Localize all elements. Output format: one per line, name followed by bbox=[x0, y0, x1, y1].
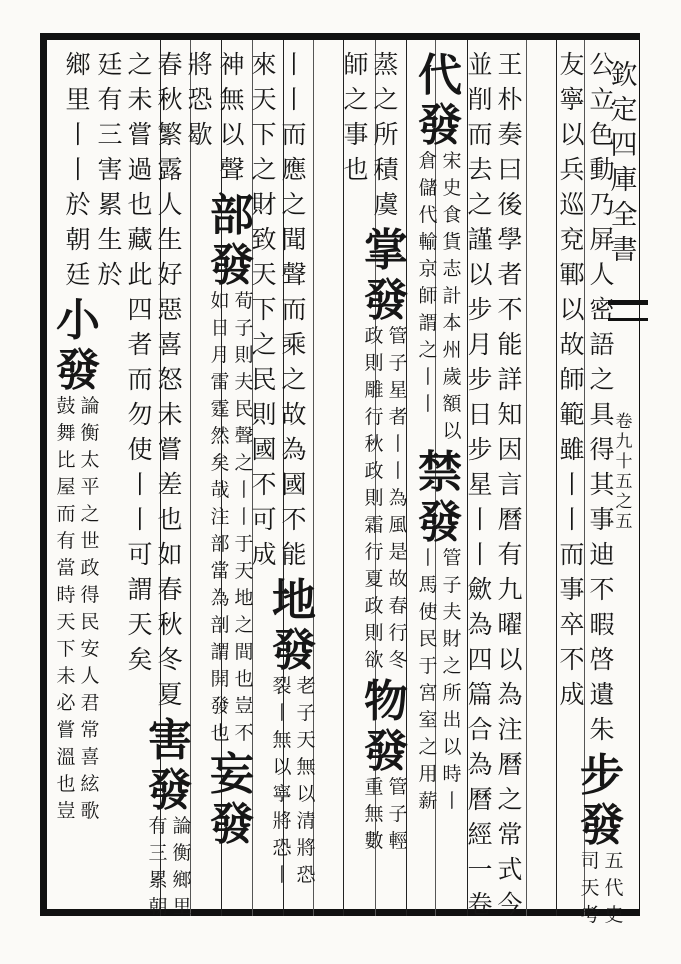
annotation-right: 老 子 天 無 以 清 將 恐 bbox=[296, 675, 316, 886]
main-text: 鄉 里 丨 丨 於 朝 廷 bbox=[65, 50, 91, 289]
headword: 發 bbox=[210, 240, 254, 291]
annotation bbox=[271, 677, 317, 893]
annotation-right: 荀 子 則 夫 民 聲 之 丨 丨 于 天 地 之 間 也 豈 不 bbox=[234, 290, 254, 744]
headword: 發 bbox=[364, 726, 408, 777]
annotation-left: 有 三 累 朝 bbox=[148, 815, 168, 918]
headword: 步 bbox=[580, 750, 624, 801]
volume-label: 卷 九 十 五 之 五 bbox=[615, 412, 633, 532]
annotation-right: 論 衡 太 平 之 世 政 得 民 安 人 君 常 喜 絃 歌 bbox=[80, 395, 100, 822]
annotation bbox=[417, 152, 463, 449]
annotation-left: 司 天 考 bbox=[580, 850, 600, 926]
annotation-left: 倉 儲 代 輸 京 師 謂 之 丨 丨 bbox=[418, 150, 438, 415]
text-column bbox=[542, 52, 602, 717]
headword: 害 bbox=[148, 715, 192, 766]
main-text: 蒸 之 所 積 虞 bbox=[373, 50, 399, 219]
main-text: 來 天 下 之 財 致 天 下 之 民 則 國 不 可 成 bbox=[251, 50, 277, 569]
annotation-right: 論 衡 鄉 里 bbox=[172, 815, 192, 918]
text-column bbox=[410, 52, 470, 819]
annotation-left: 丨 馬 使 民 于 宮 室 之 用 薪 bbox=[418, 547, 438, 812]
main-text: 廷 有 三 害 累 生 於 bbox=[97, 50, 123, 289]
text-column bbox=[202, 52, 262, 851]
annotation-left: 重 無 數 bbox=[364, 776, 384, 852]
headword: 部 bbox=[210, 190, 254, 241]
annotation-left: 裂 丨 無 以 寧 將 恐 丨 bbox=[272, 675, 292, 886]
main-text: 王 朴 奏 曰 後 學 者 不 能 詳 知 因 言 曆 有 九 曜 以 為 注 曆 之 常 式 今 bbox=[497, 50, 523, 919]
annotation-left: 政 則 雕 行 秋 政 則 霜 行 夏 政 則 欲 bbox=[364, 325, 384, 671]
annotation bbox=[579, 852, 625, 933]
annotation bbox=[417, 549, 463, 819]
headword: 發 bbox=[418, 497, 462, 548]
headword: 發 bbox=[210, 799, 254, 850]
headword: 發 bbox=[364, 275, 408, 326]
headword: 掌 bbox=[364, 225, 408, 276]
main-text: 之 未 嘗 過 也 藏 此 四 者 而 勿 使 丨 丨 可 謂 天 矣 bbox=[127, 50, 153, 674]
main-text: 公 立 色 動 乃 屏 人 密 語 之 具 得 其 事 迪 不 暇 啓 遺 朱 bbox=[589, 50, 615, 744]
annotation-right: 管 子 夫 財 之 所 出 以 時 丨 bbox=[442, 547, 462, 812]
main-text: 並 削 而 去 之 謹 以 步 月 步 日 步 星 丨 丨 歛 為 四 篇 合 為 曆 經 一 卷 bbox=[467, 50, 493, 919]
annotation bbox=[55, 397, 101, 829]
headword: 代 bbox=[418, 50, 462, 101]
headword: 發 bbox=[148, 765, 192, 816]
main-text: 春 秋 繁 露 人 生 好 惡 喜 怒 未 嘗 差 也 如 春 秋 冬 夏 bbox=[157, 50, 183, 709]
headword: 妄 bbox=[210, 749, 254, 800]
headword: 物 bbox=[364, 676, 408, 727]
headword: 發 bbox=[418, 100, 462, 151]
annotation bbox=[363, 327, 409, 678]
headword: 地 bbox=[272, 575, 316, 626]
headword: 發 bbox=[272, 625, 316, 676]
main-text: 神 無 以 聲 bbox=[219, 50, 245, 184]
main-text: 友 寧 以 兵 巡 兗 鄆 以 故 師 範 雖 丨 丨 而 事 卒 不 成 bbox=[559, 50, 585, 709]
headword: 發 bbox=[56, 345, 100, 396]
annotation bbox=[209, 292, 255, 751]
headword: 禁 bbox=[418, 447, 462, 498]
main-text: 師 之 事 也 bbox=[343, 50, 369, 184]
annotation bbox=[147, 817, 193, 925]
headword: 小 bbox=[56, 295, 100, 346]
text-column bbox=[48, 52, 108, 829]
annotation bbox=[363, 778, 409, 859]
annotation-left: 鼓 舞 比 屋 而 有 當 時 天 下 未 必 嘗 溫 也 豈 bbox=[56, 395, 76, 822]
annotation-right: 管 子 輕 bbox=[388, 776, 408, 852]
headword: 發 bbox=[580, 800, 624, 851]
annotation-right: 管 子 星 者 丨 丨 為 風 是 故 春 行 冬 bbox=[388, 325, 408, 671]
main-text: 丨 丨 而 應 之 聞 聲 而 乘 之 故 為 國 不 能 bbox=[281, 50, 307, 569]
text-column bbox=[326, 52, 386, 192]
book-title: 欽 定 四 庫 全 書 bbox=[610, 60, 638, 266]
annotation-right: 宋 史 食 貨 志 計 本 州 歲 額 以 bbox=[442, 150, 462, 442]
annotation-left: 如 日 月 雷 霆 然 矣 哉 注 部 當 為 剖 謂 開 發 也 bbox=[210, 290, 230, 744]
main-text: 將 恐 歇 bbox=[187, 50, 213, 149]
annotation-right: 五 代 史 bbox=[604, 850, 624, 926]
